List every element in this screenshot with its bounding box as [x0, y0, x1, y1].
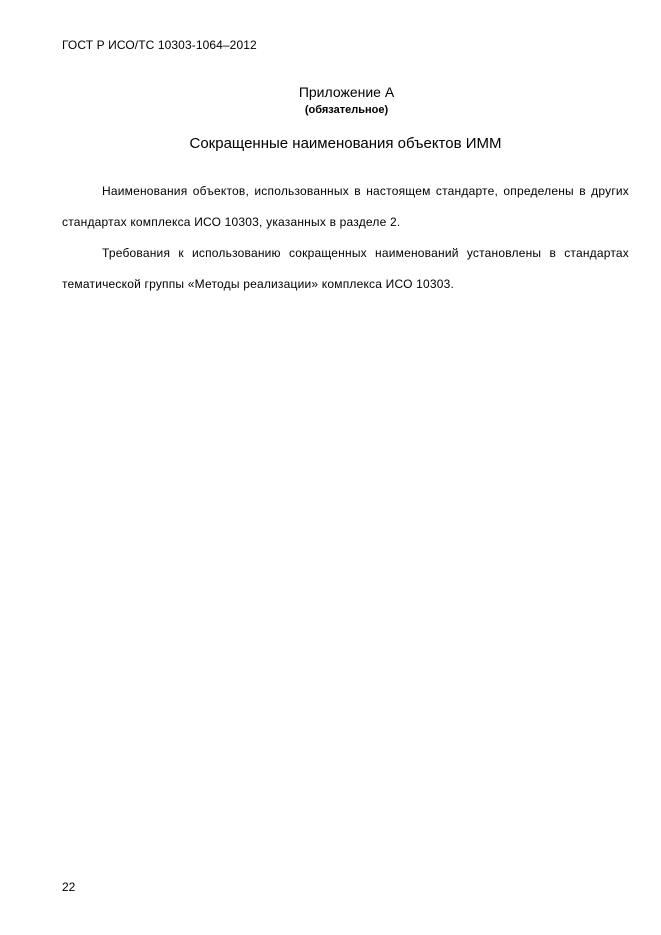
body-text [62, 176, 629, 300]
section-title: Сокращенные наименования объектов ИММ [189, 135, 502, 152]
standard-code-header: ГОСТ Р ИСО/ТС 10303-1064–2012 [62, 38, 257, 52]
annex-status: (обязательное) [304, 104, 389, 116]
annex-title: Приложение А [298, 84, 395, 100]
paragraph: Наименования объектов, использованных в настоящем стандарте, определены в других стандартах комплекса ИСО 10303, указанных в разделе 2. [62, 184, 629, 229]
paragraph: Требования к использованию сокращенных наименований установлены в стандартах тематической группы «Методы реализации» комплекса ИСО 10303. [62, 246, 629, 291]
page-number: 22 [62, 880, 76, 894]
